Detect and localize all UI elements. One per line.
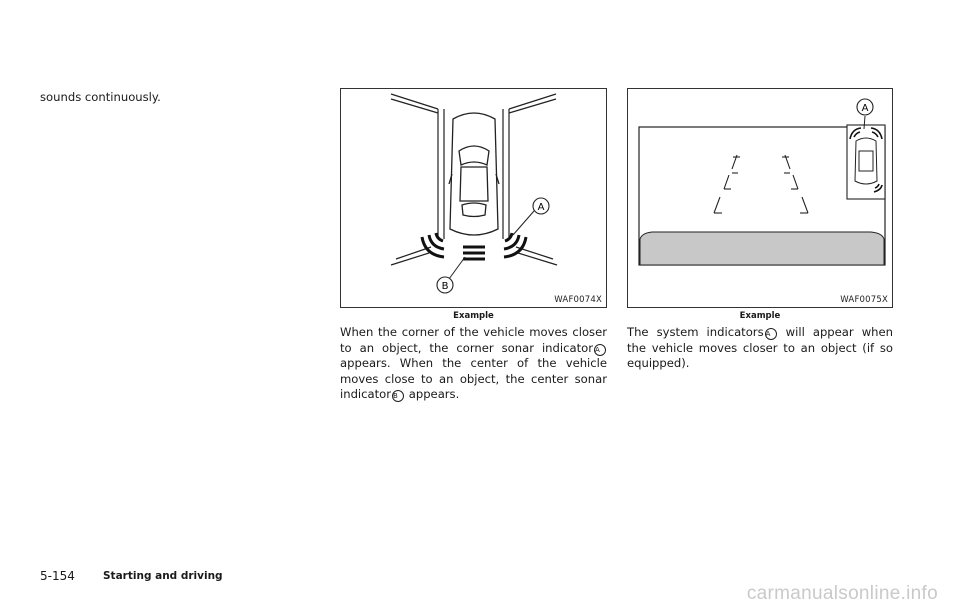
figure-caption: Example: [739, 311, 781, 321]
text-part: appears.: [405, 387, 460, 402]
figure-sonar-overhead: [340, 88, 607, 308]
right-column-text: [627, 325, 893, 372]
figure-code: WAF0075X: [840, 295, 888, 305]
overhead-view-illustration: [341, 89, 606, 307]
text-part: The system indicators: [627, 325, 764, 339]
corner-sonar-indicator-left-icon: [422, 233, 444, 257]
text-part: appears. When the center of the vehicle moves close to an object, the center sonar indicator: [340, 356, 607, 402]
indicator-b-marker: B: [392, 390, 404, 402]
indicator-a-marker: A: [765, 328, 777, 340]
car-top-view: [449, 113, 499, 235]
page-number: 5-154: [40, 569, 75, 583]
figure-code: WAF0074X: [554, 295, 602, 305]
text-part: When the corner of the vehicle moves closer to an object, the corner sonar indicator: [340, 325, 607, 355]
camera-view-illustration: [628, 89, 892, 307]
indicator-a-marker: A: [594, 344, 606, 356]
label-b: B: [441, 281, 449, 292]
corner-sonar-indicator-icon: [504, 233, 526, 257]
text-part: will appear when the vehicle moves closer to an object (if so equipped).: [627, 325, 894, 371]
section-title: Starting and driving: [103, 570, 223, 582]
figure-caption: Example: [453, 311, 494, 321]
left-column-text: sounds continuously.: [40, 90, 161, 104]
watermark[interactable]: carmanualsonline.info: [746, 583, 938, 604]
label-a: A: [537, 202, 545, 213]
center-sonar-indicator-icon: [463, 247, 485, 259]
bumper-area: [640, 232, 884, 265]
figure-sonar-rear-camera: [627, 88, 893, 308]
middle-column-text: [340, 325, 607, 403]
label-a: A: [861, 103, 869, 114]
